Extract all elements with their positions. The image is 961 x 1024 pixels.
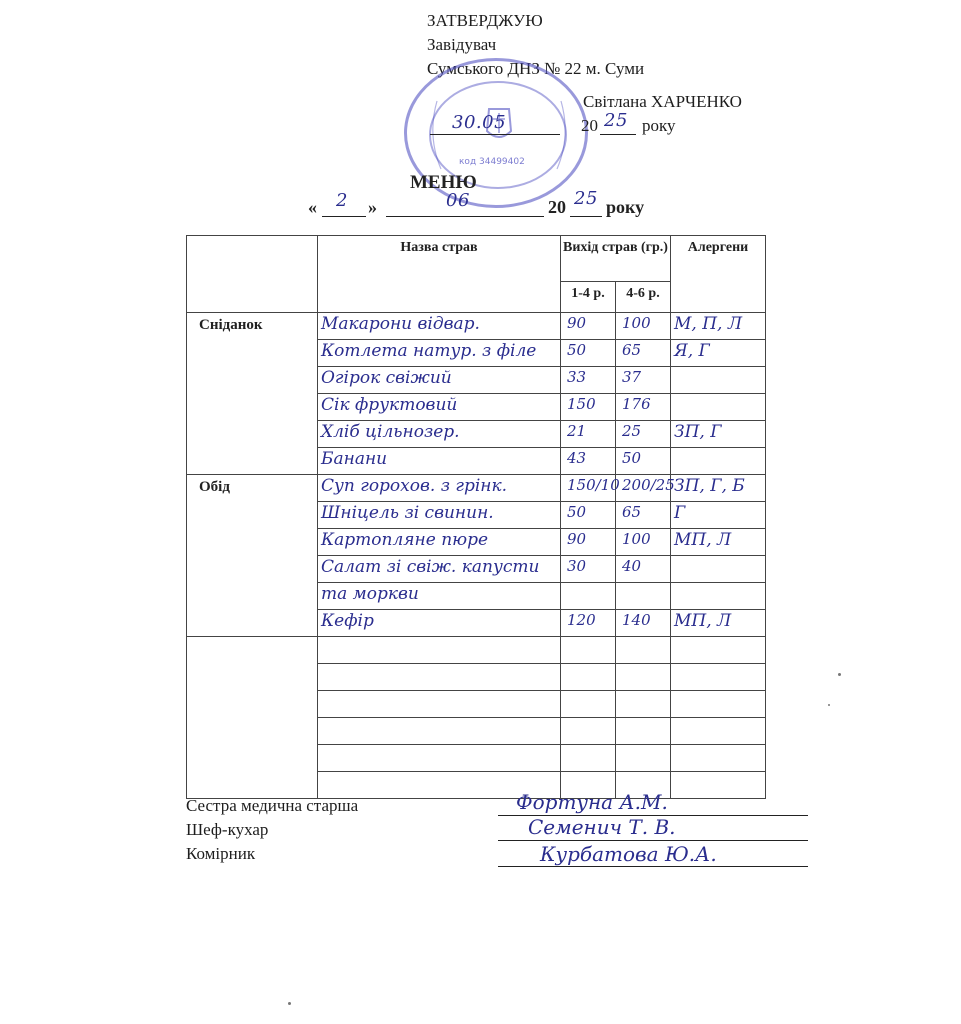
dish-cell-text: Огірок свіжий — [321, 368, 452, 388]
dish-cell — [318, 610, 561, 637]
dish-cell-text: Суп горохов. з грінк. — [321, 476, 508, 496]
storekeeper-sig-line — [498, 866, 808, 867]
paper-speck — [838, 673, 841, 676]
menu-year-underline — [570, 216, 602, 217]
empty-cell — [318, 691, 561, 718]
portion-4-6-cell-text: 100 — [622, 314, 651, 332]
portion-4-6-cell — [616, 529, 671, 556]
portion-1-4-cell-text: 43 — [567, 449, 587, 467]
dish-cell-text: Хліб цільнозер. — [321, 422, 460, 442]
allergens-cell — [671, 421, 766, 448]
portion-1-4-cell-text: 30 — [567, 557, 587, 575]
empty-cell — [671, 718, 766, 745]
portion-1-4-cell — [561, 367, 616, 394]
portion-1-4-cell — [561, 610, 616, 637]
dish-cell — [318, 502, 561, 529]
dish-cell — [318, 340, 561, 367]
allergens-cell — [671, 502, 766, 529]
menu-table — [186, 235, 766, 799]
dish-cell — [318, 394, 561, 421]
empty-cell — [671, 664, 766, 691]
allergens-cell — [671, 556, 766, 583]
dish-cell-text: Шніцель зі свинин. — [321, 503, 494, 523]
allergens-cell — [671, 367, 766, 394]
allergens-cell-text: Г — [674, 503, 686, 523]
portion-1-4-cell-text: 50 — [567, 341, 587, 359]
portion-1-4-cell-text: 150 — [567, 395, 596, 413]
empty-cell — [616, 718, 671, 745]
allergens-cell — [671, 448, 766, 475]
empty-cell — [671, 637, 766, 664]
dish-cell-text: Котлета натур. з філе — [321, 341, 537, 361]
header-age-4-6: 4-6 р. — [616, 282, 671, 313]
paper-speck — [288, 1002, 291, 1005]
allergens-cell — [671, 340, 766, 367]
portion-1-4-cell — [561, 556, 616, 583]
portion-4-6-cell — [616, 367, 671, 394]
chef-sig-line — [498, 840, 808, 841]
empty-cell — [318, 664, 561, 691]
portion-4-6-cell — [616, 313, 671, 340]
approval-date-underline — [430, 134, 560, 135]
menu-date-open: « — [308, 197, 317, 217]
portion-4-6-cell-text: 65 — [622, 341, 642, 359]
dish-cell — [318, 313, 561, 340]
empty-cell — [561, 745, 616, 772]
storekeeper-signature: Курбатова Ю.А. — [540, 842, 717, 866]
chef-label: Шеф-кухар — [186, 820, 269, 839]
allergens-cell-text: ЗП, Г, Б — [674, 476, 745, 496]
approval-year-suffix: року — [642, 116, 676, 135]
stamp-code: код 34499402 — [459, 157, 525, 167]
allergens-cell — [671, 475, 766, 502]
empty-cell — [616, 745, 671, 772]
empty-cell — [561, 637, 616, 664]
signatures-block — [186, 795, 358, 867]
dish-cell-text: Салат зі свіж. капусти — [321, 557, 540, 577]
menu-year-prefix: 20 — [548, 197, 566, 217]
menu-date-close: » — [368, 197, 377, 217]
menu-year: 25 — [574, 188, 598, 209]
portion-1-4-cell — [561, 529, 616, 556]
menu-month: 06 — [446, 190, 470, 211]
dish-cell-text: Банани — [321, 449, 388, 469]
storekeeper-label: Комірник — [186, 844, 256, 863]
portion-1-4-cell — [561, 475, 620, 502]
dish-cell-text: та моркви — [321, 584, 419, 604]
menu-year-suffix: року — [606, 197, 645, 217]
dish-cell — [318, 583, 561, 610]
menu-table-body — [187, 313, 766, 799]
portion-4-6-cell — [616, 583, 671, 610]
allergens-cell-text: МП, Л — [674, 530, 732, 550]
portion-1-4-cell-text: 21 — [567, 422, 587, 440]
dish-cell — [318, 421, 561, 448]
table-row-empty — [187, 637, 766, 664]
header-output: Вихід страв (гр.) — [561, 236, 671, 282]
header-age-1-4: 1-4 р. — [561, 282, 616, 313]
empty-cell — [561, 664, 616, 691]
empty-cell — [616, 664, 671, 691]
portion-4-6-cell — [616, 421, 671, 448]
portion-1-4-cell-text: 120 — [567, 611, 596, 629]
approval-year: 25 — [604, 110, 628, 131]
nurse-signature: Фортуна А.М. — [516, 790, 668, 814]
portion-4-6-cell-text: 37 — [622, 368, 642, 386]
approval-institution: Сумського ДНЗ № 22 м. Суми — [427, 59, 645, 78]
table-row — [187, 475, 766, 502]
portion-4-6-cell — [616, 394, 671, 421]
empty-cell — [318, 718, 561, 745]
empty-cell — [318, 637, 561, 664]
portion-4-6-cell-text: 25 — [622, 422, 642, 440]
allergens-cell — [671, 394, 766, 421]
dish-cell-text: Сік фруктовий — [321, 395, 458, 415]
portion-1-4-cell — [561, 448, 616, 475]
allergens-cell-text: Я, Г — [674, 341, 710, 361]
paper-speck — [828, 704, 830, 706]
dish-cell-text: Картопляне пюре — [321, 530, 489, 550]
allergens-cell — [671, 610, 766, 637]
dish-cell — [318, 367, 561, 394]
dish-cell-text: Макарони відвар. — [321, 314, 480, 334]
empty-cell — [671, 745, 766, 772]
portion-4-6-cell — [616, 475, 675, 502]
allergens-cell-text: ЗП, Г — [674, 422, 722, 442]
empty-cell — [671, 691, 766, 718]
portion-1-4-cell — [561, 421, 616, 448]
portion-4-6-cell — [616, 610, 671, 637]
portion-1-4-cell-text: 50 — [567, 503, 587, 521]
portion-4-6-cell-text: 50 — [622, 449, 642, 467]
allergens-cell-text: М, П, Л — [674, 314, 743, 334]
portion-4-6-cell-text: 65 — [622, 503, 642, 521]
dish-cell — [318, 448, 561, 475]
approval-year-prefix: 20 — [581, 116, 598, 135]
menu-month-underline — [386, 216, 544, 217]
portion-4-6-cell-text: 100 — [622, 530, 651, 548]
approval-position: Завідувач — [427, 35, 497, 54]
portion-4-6-cell-text: 40 — [622, 557, 642, 575]
portion-4-6-cell — [616, 448, 671, 475]
meal-name: Обід — [187, 475, 318, 637]
chef-signature: Семенич Т. В. — [528, 815, 676, 839]
portion-1-4-cell — [561, 340, 616, 367]
approval-name: Світлана ХАРЧЕНКО — [583, 92, 742, 111]
portion-1-4-cell — [561, 502, 616, 529]
portion-1-4-cell — [561, 313, 616, 340]
portion-1-4-cell-text: 150/10 — [567, 476, 620, 494]
empty-cell — [616, 637, 671, 664]
approval-year-underline — [600, 134, 636, 135]
empty-cell — [561, 718, 616, 745]
empty-cell — [318, 745, 561, 772]
nurse-label: Сестра медична старша — [186, 796, 359, 815]
empty-cell — [561, 691, 616, 718]
allergens-cell — [671, 313, 766, 340]
portion-4-6-cell-text: 140 — [622, 611, 651, 629]
dish-cell — [318, 556, 561, 583]
empty-cell — [616, 691, 671, 718]
portion-1-4-cell-text: 33 — [567, 368, 587, 386]
header-meal — [187, 236, 318, 313]
dish-cell — [318, 475, 561, 502]
portion-4-6-cell-text: 176 — [622, 395, 651, 413]
portion-4-6-cell-text: 200/25 — [622, 476, 675, 494]
portion-1-4-cell-text: 90 — [567, 530, 587, 548]
portion-1-4-cell — [561, 583, 616, 610]
dish-cell — [318, 529, 561, 556]
approval-date: 30.05 — [452, 112, 507, 133]
allergens-cell-text: МП, Л — [674, 611, 732, 631]
portion-1-4-cell-text: 90 — [567, 314, 587, 332]
allergens-cell — [671, 583, 766, 610]
header-allergens: Алергени — [671, 236, 766, 313]
empty-cell — [671, 772, 766, 799]
approval-heading: ЗАТВЕРДЖУЮ — [427, 11, 543, 30]
portion-4-6-cell — [616, 502, 671, 529]
table-row — [187, 313, 766, 340]
portion-1-4-cell — [561, 394, 616, 421]
allergens-cell — [671, 529, 766, 556]
portion-4-6-cell — [616, 556, 671, 583]
portion-4-6-cell — [616, 340, 671, 367]
meal-name-empty — [187, 637, 318, 799]
menu-day-underline — [322, 216, 366, 217]
dish-cell-text: Кефір — [321, 611, 374, 631]
menu-title: МЕНЮ — [410, 172, 477, 193]
meal-name: Сніданок — [187, 313, 318, 475]
menu-day: 2 — [336, 190, 348, 211]
header-dish: Назва страв — [318, 236, 561, 313]
